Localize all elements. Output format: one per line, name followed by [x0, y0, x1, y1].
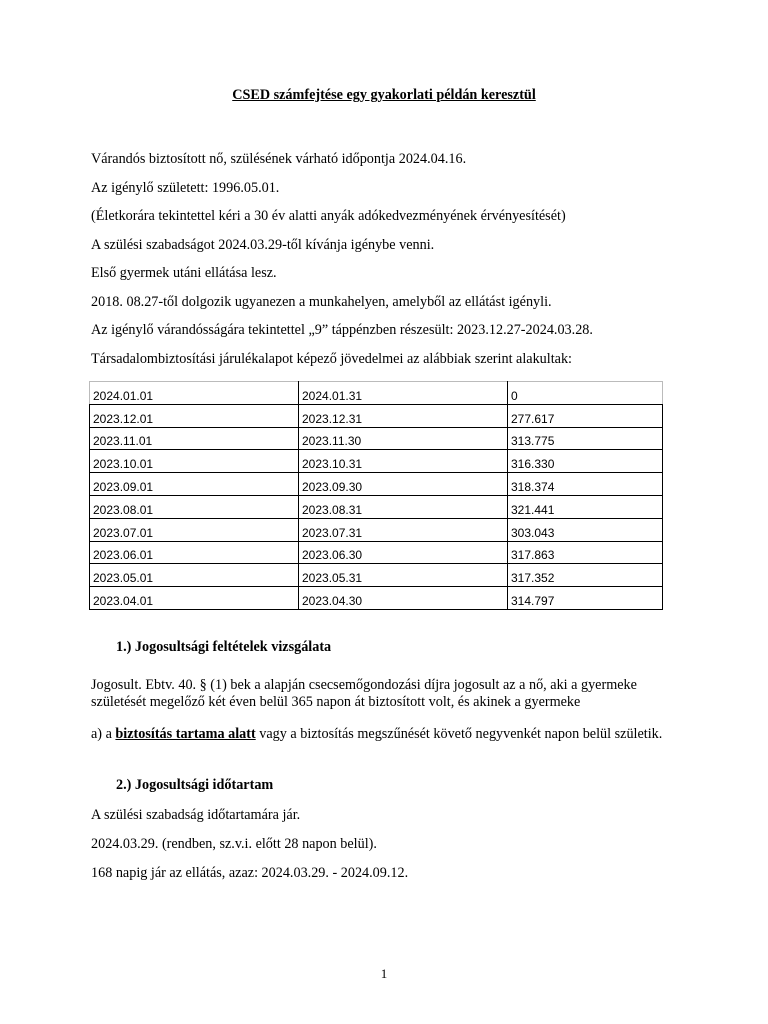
table-cell-from: 2023.08.01 [90, 495, 299, 518]
table-cell-amount: 0 [508, 382, 663, 405]
table-cell-amount: 303.043 [508, 518, 663, 541]
intro-line-sick-pay: Az igénylő várandósságára tekintettel „9” táppénzben részesült: 2023.12.27-2024.03.28. [91, 322, 593, 338]
table-row [90, 382, 663, 405]
table-row [90, 541, 663, 564]
intro-line-income-intro: Társadalombiztosítási járulékalapot képező jövedelmei az alábbiak szerint alakultak: [91, 351, 572, 367]
table-cell-to: 2023.04.30 [299, 587, 508, 610]
section-2-line-start: 2024.03.29. (rendben, sz.v.i. előtt 28 napon belül). [91, 836, 377, 852]
intro-line-first-child: Első gyermek utáni ellátása lesz. [91, 265, 277, 281]
table-cell-to: 2024.01.31 [299, 382, 508, 405]
table-cell-from: 2023.10.01 [90, 450, 299, 473]
table-row [90, 518, 663, 541]
table-cell-from: 2023.05.01 [90, 564, 299, 587]
table-cell-from: 2023.04.01 [90, 587, 299, 610]
table-cell-amount: 317.352 [508, 564, 663, 587]
table-cell-amount: 321.441 [508, 495, 663, 518]
table-cell-to: 2023.05.31 [299, 564, 508, 587]
table-cell-from: 2023.12.01 [90, 404, 299, 427]
page-number: 1 [380, 966, 388, 981]
table-cell-from: 2023.06.01 [90, 541, 299, 564]
table-cell-to: 2023.10.31 [299, 450, 508, 473]
intro-line-leave-start: A szülési szabadságot 2024.03.29-től kívánja igénybe venni. [91, 237, 435, 253]
table-row [90, 587, 663, 610]
table-row [90, 495, 663, 518]
intro-line-employment: 2018. 08.27-től dolgozik ugyanezen a munkahelyen, amelyből az ellátást igényli. [91, 294, 552, 310]
income-table [89, 381, 663, 610]
table-cell-from: 2024.01.01 [90, 382, 299, 405]
section-2-heading: 2.) Jogosultsági időtartam [116, 777, 274, 793]
table-cell-to: 2023.12.31 [299, 404, 508, 427]
section-2-line-duration: 168 napig jár az ellátás, azaz: 2024.03.29. - 2024.09.12. [91, 865, 409, 881]
table-cell-to: 2023.06.30 [299, 541, 508, 564]
table-cell-amount: 318.374 [508, 473, 663, 496]
table-cell-amount: 317.863 [508, 541, 663, 564]
section-1-condition-paragraph [91, 726, 676, 743]
table-row [90, 427, 663, 450]
table-row [90, 473, 663, 496]
section-1-paragraph: Jogosult. Ebtv. 40. § (1) bek a alapján csecsemőgondozási díjra jogosult az a nő, aki a gyermeke születését megelőző két éven belül 365 napon át biztosított volt, és akinek a gyermeke [91, 677, 637, 710]
condition-emphasis: biztosítás tartama alatt [115, 726, 256, 742]
section-2-line-entitlement: A szülési szabadság időtartamára jár. [91, 807, 301, 823]
intro-line-tax-benefit: (Életkorára tekintettel kéri a 30 év alatti anyák adókedvezményének érvényesítését) [91, 208, 566, 224]
table-row [90, 404, 663, 427]
table-cell-to: 2023.07.31 [299, 518, 508, 541]
intro-line-birth-date: Az igénylő született: 1996.05.01. [91, 180, 280, 196]
document-title: CSED számfejtése egy gyakorlati példán keresztül [232, 87, 536, 103]
table-cell-from: 2023.09.01 [90, 473, 299, 496]
table-cell-amount: 313.775 [508, 427, 663, 450]
table-cell-to: 2023.08.31 [299, 495, 508, 518]
condition-prefix: a) a [91, 726, 116, 742]
table-cell-amount: 316.330 [508, 450, 663, 473]
table-cell-from: 2023.11.01 [90, 427, 299, 450]
condition-suffix: vagy a biztosítás megszűnését követő negyvenkét napon belül születik. [255, 726, 663, 742]
table-cell-from: 2023.07.01 [90, 518, 299, 541]
table-row [90, 564, 663, 587]
intro-line-due-date: Várandós biztosított nő, szülésének várható időpontja 2024.04.16. [91, 151, 467, 167]
table-cell-amount: 277.617 [508, 404, 663, 427]
table-cell-amount: 314.797 [508, 587, 663, 610]
section-1-heading: 1.) Jogosultsági feltételek vizsgálata [116, 639, 332, 655]
table-row [90, 450, 663, 473]
table-cell-to: 2023.09.30 [299, 473, 508, 496]
table-cell-to: 2023.11.30 [299, 427, 508, 450]
